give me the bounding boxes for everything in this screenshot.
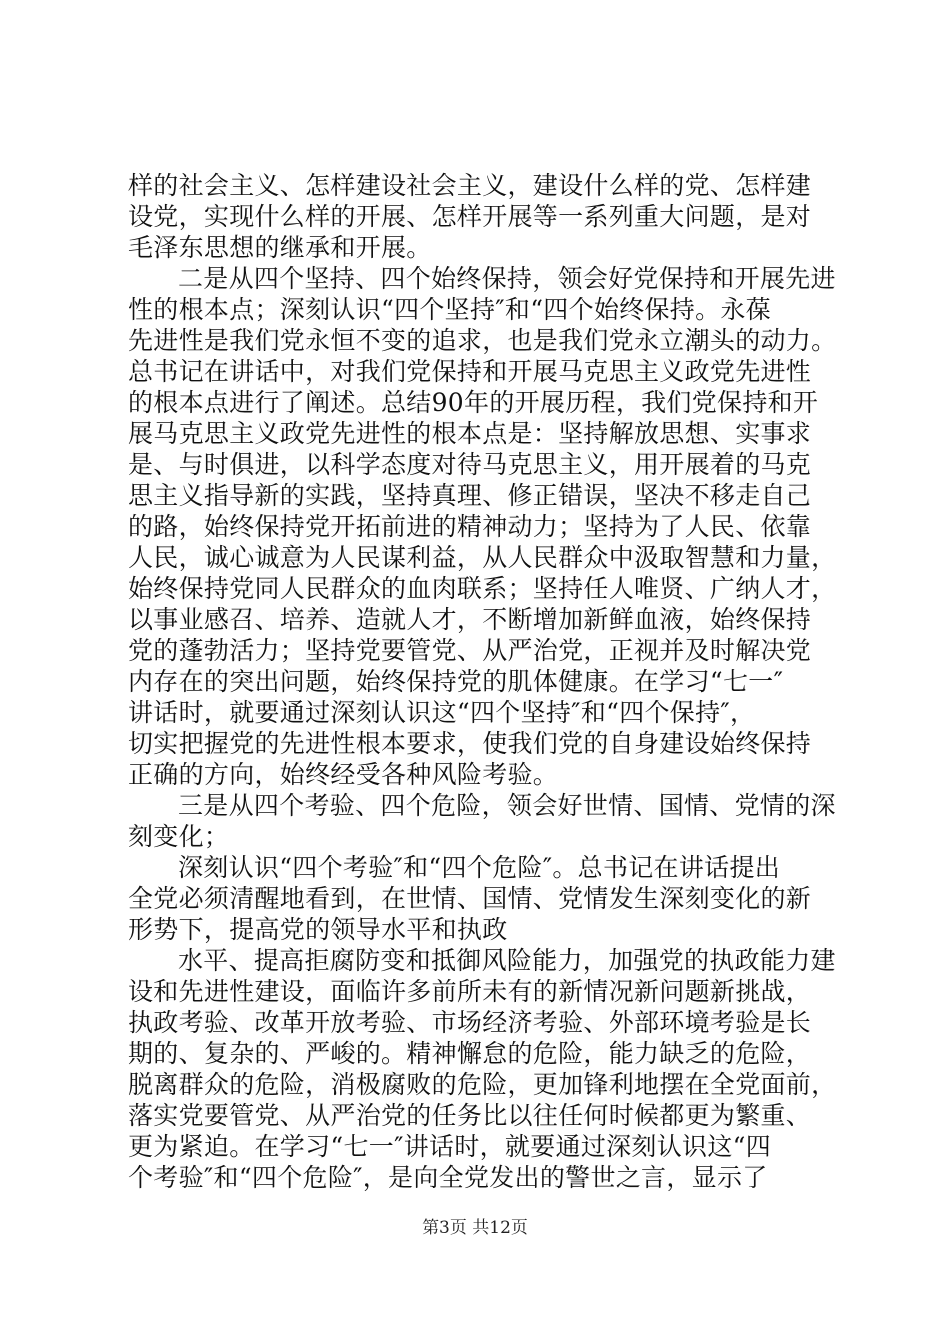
text-line: 更为紧迫。在学习“七一″讲话时，就要通过深刻认识这“四 bbox=[128, 1132, 772, 1161]
text-line: 切实把握党的先进性根本要求，使我们党的自身建设始终保持 bbox=[128, 729, 812, 758]
text-line: 讲话时，就要通过深刻认识这“四个坚持″和“四个保持″， bbox=[128, 698, 756, 727]
text-line: 的根本点进行了阐述。总结90年的开展历程，我们党保持和开 bbox=[128, 388, 819, 417]
text-line: 思主义指导新的实践，坚持真理、修正错误，坚决不移走自己 bbox=[128, 481, 812, 510]
text-line: 始终保持党同人民群众的血肉联系；坚持任人唯贤、广纳人才， bbox=[128, 574, 837, 603]
text-line: 正确的方向，始终经受各种风险考验。 bbox=[128, 760, 559, 789]
paragraph-start-line: 深刻认识“四个考验″和“四个危险″。总书记在讲话提出 bbox=[178, 853, 781, 882]
text-line: 党的蓬勃活力；坚持党要管党、从严治党，正视并及时解决党 bbox=[128, 636, 812, 665]
text-line: 执政考验、改革开放考验、市场经济考验、外部环境考验是长 bbox=[128, 1008, 812, 1037]
text-line: 落实党要管党、从严治党的任务比以往任何时候都更为繁重、 bbox=[128, 1101, 812, 1130]
text-line: 总书记在讲话中，对我们党保持和开展马克思主义政党先进性 bbox=[128, 357, 812, 386]
text-line: 的路，始终保持党开拓前进的精神动力；坚持为了人民、依靠 bbox=[128, 512, 812, 541]
text-line: 先进性是我们党永恒不变的追求，也是我们党永立潮头的动力。 bbox=[128, 326, 837, 355]
text-line: 个考验″和“四个危险″，是向全党发出的警世之言，显示了 bbox=[128, 1163, 768, 1192]
text-line: 全党必须清醒地看到，在世情、国情、党情发生深刻变化的新 bbox=[128, 884, 812, 913]
paragraph-start-line: 水平、提高拒腐防变和抵御风险能力，加强党的执政能力建 bbox=[178, 946, 836, 975]
text-line: 毛泽东思想的继承和开展。 bbox=[128, 233, 432, 262]
document-body bbox=[128, 170, 837, 1193]
text-line: 是、与时俱进，以科学态度对待马克思主义，用开展着的马克 bbox=[128, 450, 812, 479]
text-line: 刻变化； bbox=[128, 822, 230, 851]
paragraph-start-line: 三是从四个考验、四个危险，领会好世情、国情、党情的深 bbox=[178, 791, 836, 820]
paragraph-start-line: 二是从四个坚持、四个始终保持，领会好党保持和开展先进 bbox=[178, 264, 836, 293]
page-number-footer: 第3页 共12页 bbox=[422, 1218, 528, 1238]
text-line: 样的社会主义、怎样建设社会主义，建设什么样的党、怎样建 bbox=[128, 171, 812, 200]
text-line: 期的、复杂的、严峻的。精神懈怠的危险，能力缺乏的危险， bbox=[128, 1039, 812, 1068]
text-line: 形势下，提高党的领导水平和执政 bbox=[128, 915, 508, 944]
text-line: 人民，诚心诚意为人民谋利益，从人民群众中汲取智慧和力量， bbox=[128, 543, 837, 572]
text-line: 设党，实现什么样的开展、怎样开展等一系列重大问题，是对 bbox=[128, 202, 812, 231]
text-line: 设和先进性建设，面临许多前所未有的新情况新问题新挑战， bbox=[128, 977, 812, 1006]
text-line: 以事业感召、培养、造就人才，不断增加新鲜血液，始终保持 bbox=[128, 605, 812, 634]
text-line: 脱离群众的危险，消极腐败的危险，更加锋利地摆在全党面前， bbox=[128, 1070, 837, 1099]
text-line: 展马克思主义政党先进性的根本点是：坚持解放思想、实事求 bbox=[128, 419, 812, 448]
text-line: 性的根本点；深刻认识“四个坚持″和“四个始终保持。永葆 bbox=[128, 295, 772, 324]
text-line: 内存在的突出问题，始终保持党的肌体健康。在学习“七一″ bbox=[128, 667, 784, 696]
